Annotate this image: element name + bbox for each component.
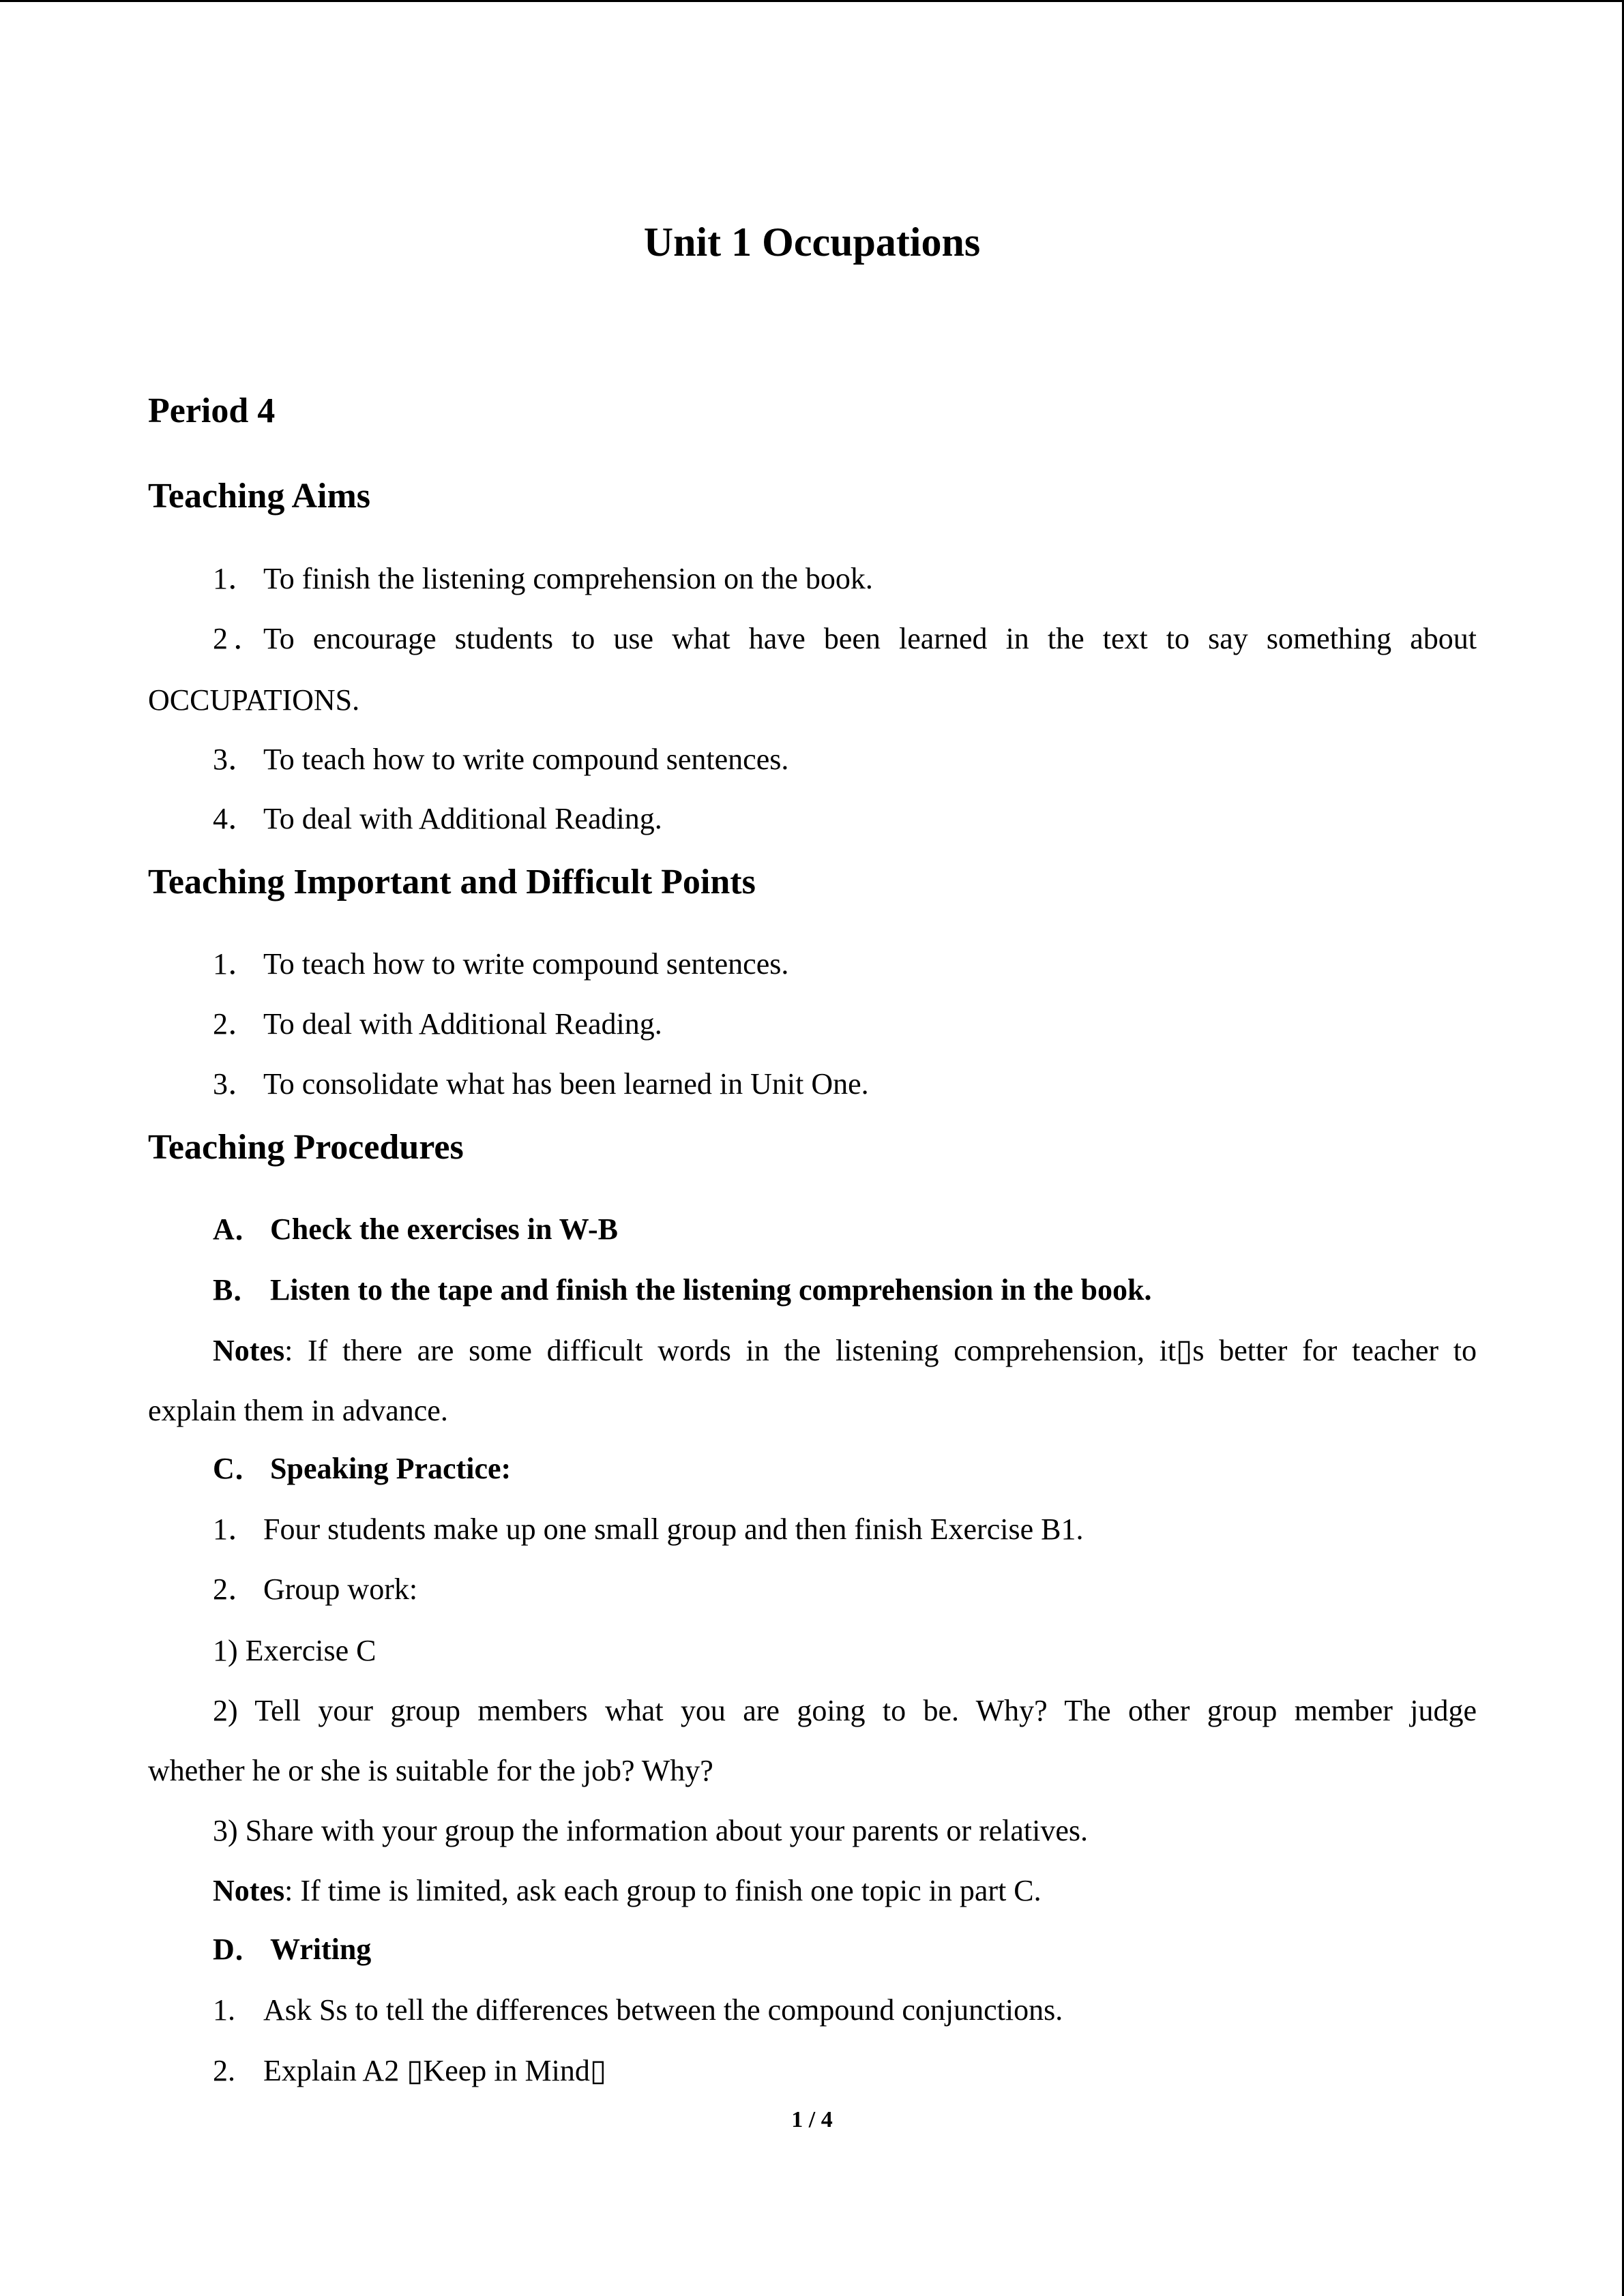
- notes-paragraph: [213, 1870, 1042, 1911]
- list-text: Group work:: [263, 1572, 418, 1606]
- step-a: [213, 1209, 618, 1250]
- list-number: 3．: [213, 1067, 258, 1101]
- notes-text: : If there are some difficult words in the listening comprehension, it▯s better for teacher to: [284, 1334, 1477, 1367]
- step-text: Listen to the tape and finish the listening comprehension in the book.: [270, 1273, 1152, 1307]
- list-item: [213, 799, 662, 839]
- list-item: [213, 1064, 869, 1105]
- list-number: 2．: [213, 1007, 258, 1041]
- step-b: [213, 1270, 1151, 1311]
- step-text: Check the exercises in W-B: [270, 1212, 619, 1246]
- step-d: [213, 1929, 371, 1970]
- list-text: To teach how to write compound sentences.: [263, 743, 789, 776]
- step-label: C．: [213, 1452, 265, 1485]
- list-item: [213, 739, 788, 780]
- list-item: [213, 2051, 606, 2091]
- notes-paragraph: [213, 1330, 1477, 1371]
- step-label: D．: [213, 1933, 265, 1966]
- notes-text: : If time is limited, ask each group to finish one topic in part C.: [284, 1874, 1042, 1907]
- list-text: Ask Ss to tell the differences between the compound conjunctions.: [263, 1993, 1063, 2027]
- list-number: 1．: [213, 947, 258, 981]
- step-label: A．: [213, 1212, 265, 1246]
- notes-label: Notes: [213, 1874, 285, 1907]
- document-title: Unit 1 Occupations: [643, 220, 981, 265]
- list-text: To deal with Additional Reading.: [263, 1007, 662, 1041]
- list-item: [213, 558, 873, 599]
- procedures-heading: Teaching Procedures: [148, 1128, 464, 1167]
- step-text: Speaking Practice:: [270, 1452, 512, 1485]
- list-text: Four students make up one small group and then finish Exercise B1.: [263, 1512, 1084, 1546]
- step-text: Writing: [270, 1933, 372, 1966]
- list-text: Explain A2 ▯Keep in Mind▯: [263, 2054, 607, 2087]
- list-number: 2．: [213, 622, 263, 655]
- list-number: 3．: [213, 743, 258, 776]
- list-text: To teach how to write compound sentences.: [263, 947, 789, 981]
- list-number: 4．: [213, 802, 258, 835]
- group-work-item: 2) Tell your group members what you are going to be. Why? The other group member judge: [213, 1694, 1477, 1727]
- teaching-aims-heading: Teaching Aims: [148, 477, 371, 516]
- list-number: 1.: [213, 1993, 235, 2027]
- group-work-item: 1) Exercise C: [213, 1634, 377, 1667]
- list-text: To finish the listening comprehension on the book.: [263, 562, 873, 595]
- list-number: 2.: [213, 2054, 235, 2087]
- step-label: B．: [213, 1273, 263, 1307]
- list-number: 1．: [213, 562, 258, 595]
- page-number: 1 / 4: [791, 2107, 833, 2132]
- group-work-item: 3) Share with your group the information about your parents or relatives.: [213, 1814, 1089, 1847]
- list-item-continuation: OCCUPATIONS.: [148, 683, 360, 717]
- list-item: [213, 944, 788, 985]
- notes-label: Notes: [213, 1334, 285, 1367]
- list-number: 2．: [213, 1572, 258, 1606]
- list-item: [213, 618, 1477, 659]
- list-number: 1．: [213, 1512, 258, 1546]
- list-text: To deal with Additional Reading.: [263, 802, 662, 835]
- list-text: To consolidate what has been learned in Unit One.: [263, 1067, 869, 1101]
- list-item: [213, 1990, 1063, 2031]
- list-item: [213, 1004, 662, 1045]
- list-item: [213, 1569, 417, 1610]
- list-text: To encourage students to use what have been learned in the text to say something about: [263, 622, 1477, 655]
- group-work-continuation: whether he or she is suitable for the job? Why?: [148, 1754, 713, 1787]
- period-heading: Period 4: [148, 391, 276, 430]
- notes-continuation: explain them in advance.: [148, 1394, 448, 1427]
- step-c: [213, 1448, 511, 1489]
- list-item: [213, 1509, 1083, 1550]
- important-points-heading: Teaching Important and Difficult Points: [148, 863, 756, 901]
